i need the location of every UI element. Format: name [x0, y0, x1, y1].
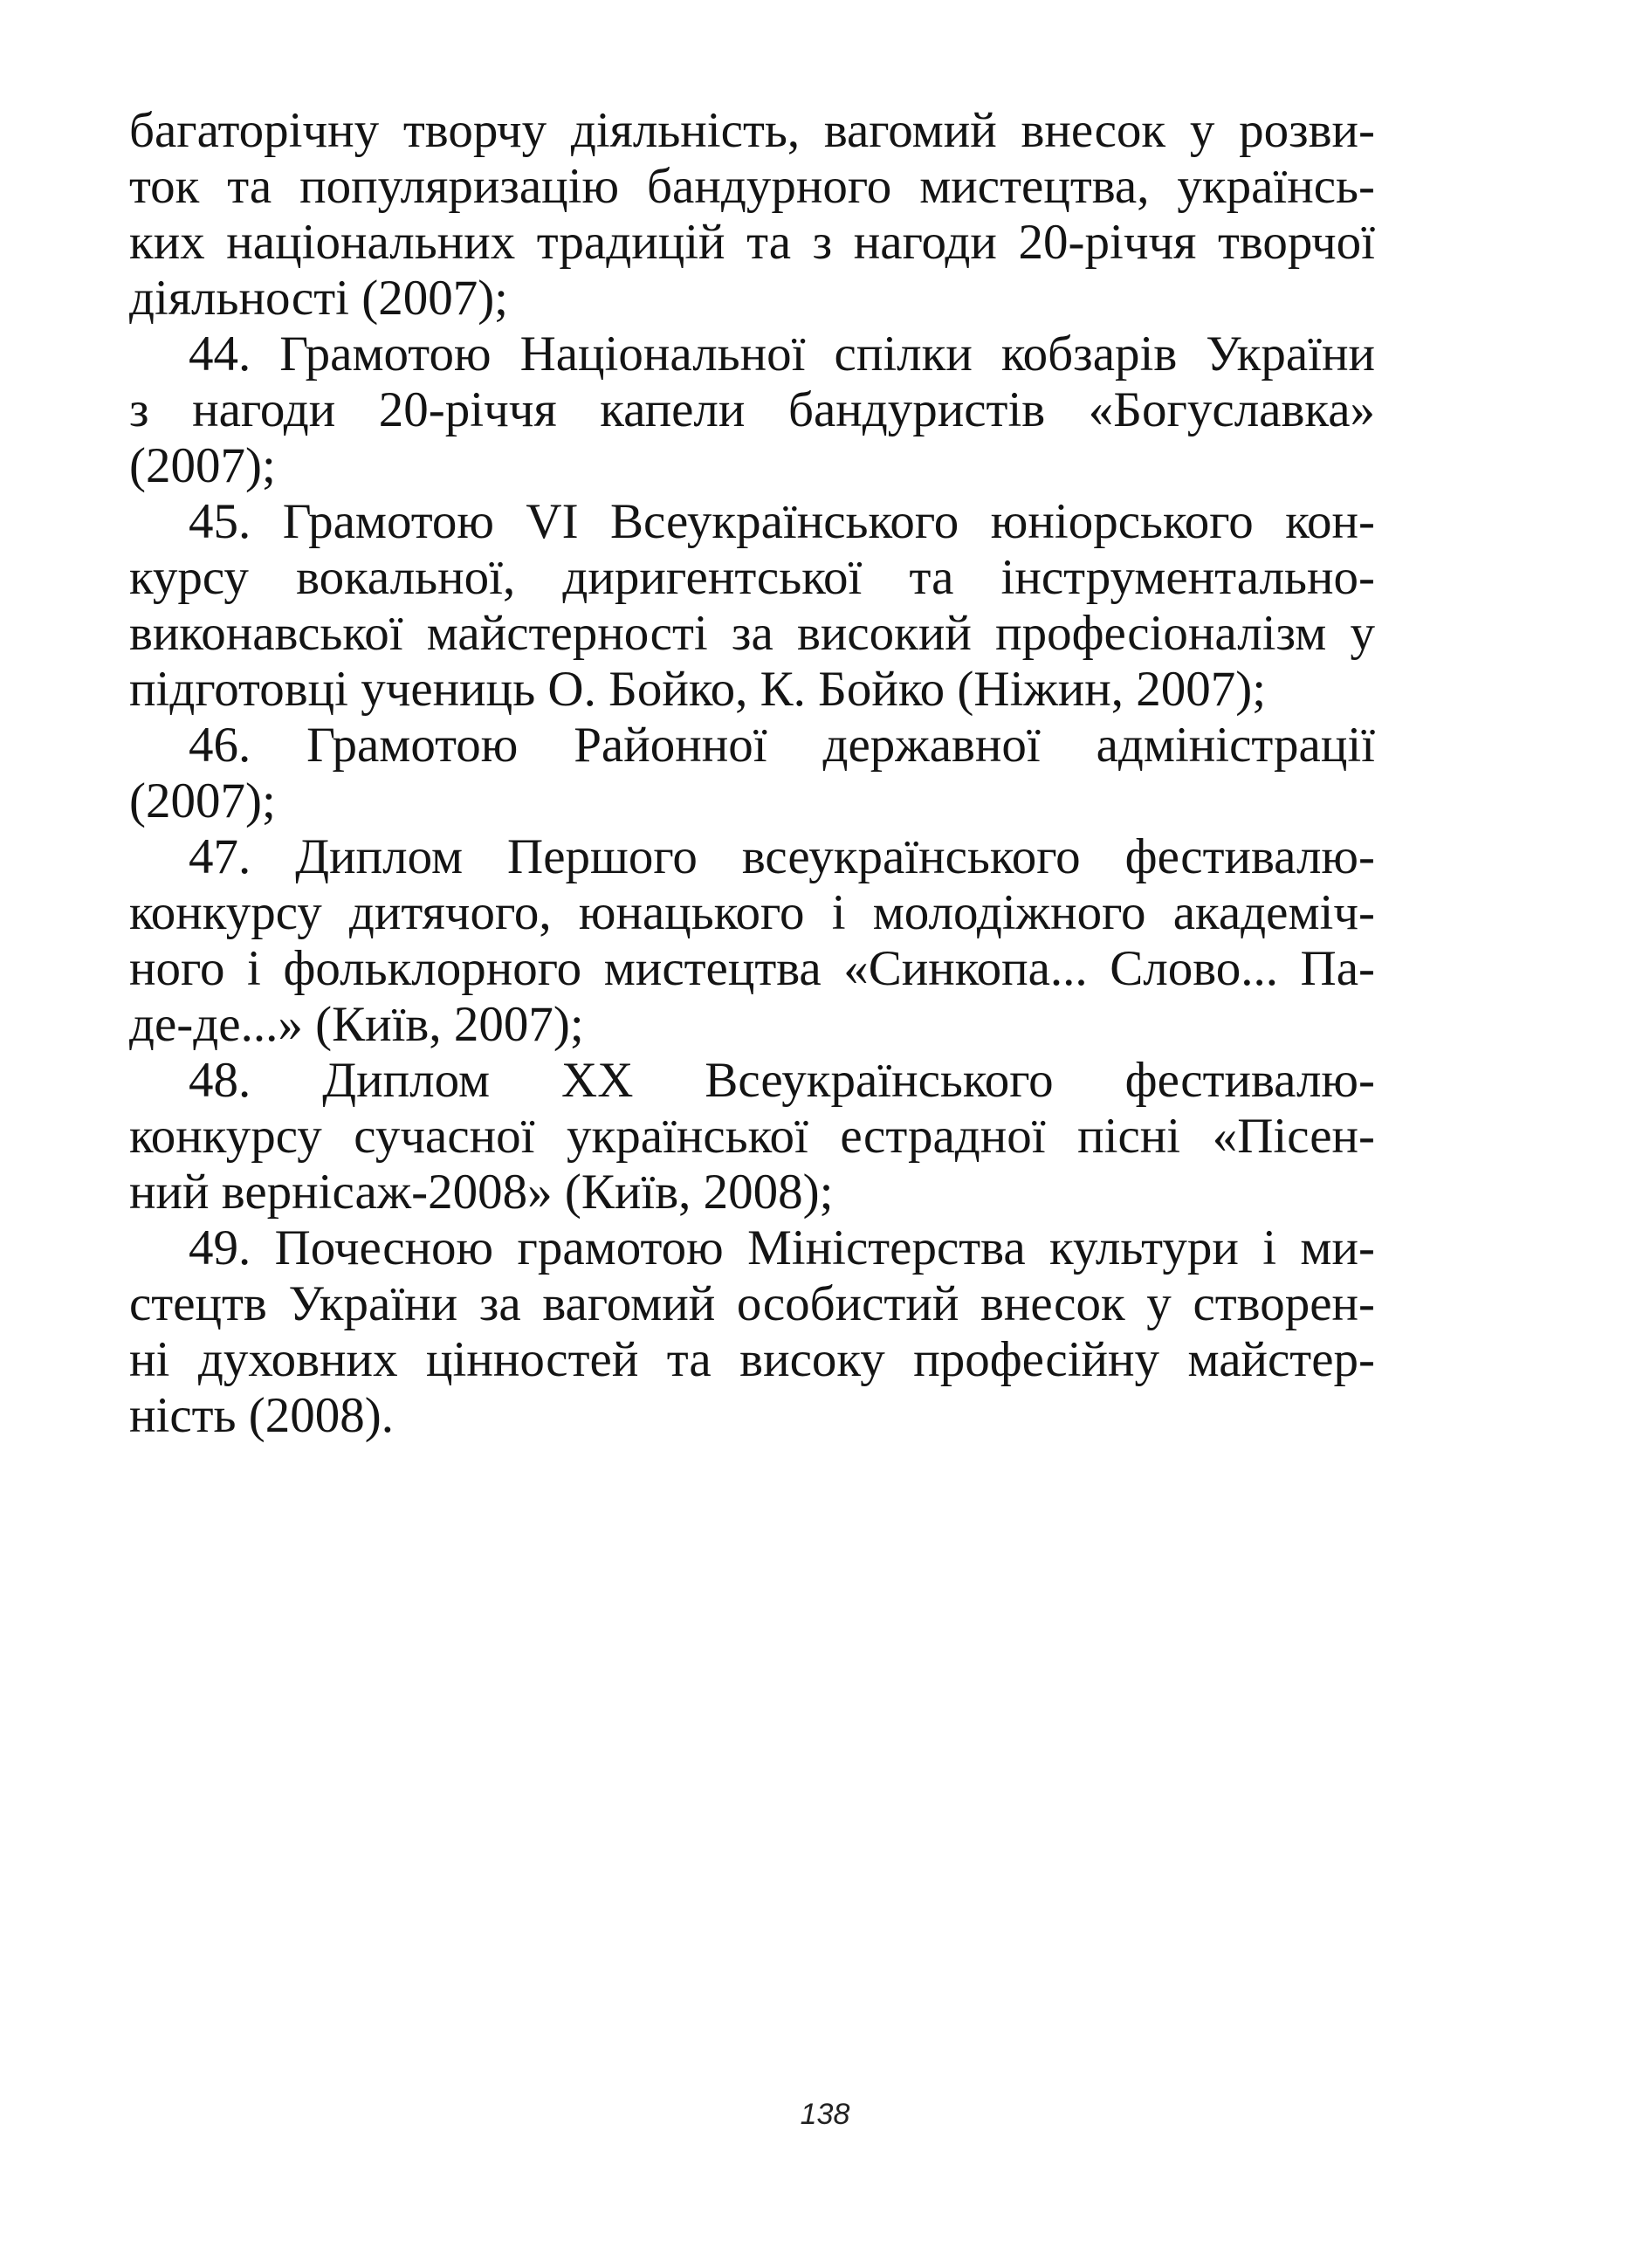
list-item-49: [129, 1220, 1375, 1444]
text-line: діяльності (2007);: [129, 271, 509, 326]
text-line: 45. Грамотою VI Всеукраїнського юніорського кон-: [189, 494, 1375, 549]
text-line: стецтв України за вагомий особистий внесок у створен-: [129, 1276, 1375, 1331]
text-line: 49. Почесною грамотою Міністерства культури і ми-: [189, 1220, 1375, 1275]
body-text: [129, 103, 1375, 1444]
text-line: багаторічну творчу діяльність, вагомий внесок у розви-: [129, 103, 1375, 158]
list-item-45: [129, 494, 1375, 718]
text-line: 46. Грамотою Районної державної адміністрації: [189, 718, 1375, 773]
text-line: ного і фольклорного мистецтва «Синкопа... Слово... Па-: [129, 941, 1375, 996]
text-line: підготовці учениць О. Бойко, К. Бойко (Ніжин, 2007);: [129, 662, 1267, 717]
text-line: де-де...» (Київ, 2007);: [129, 997, 584, 1052]
page-number: 138: [800, 2098, 850, 2131]
text-line: (2007);: [129, 438, 276, 493]
text-line: ні духовних цінностей та високу професійну майстер-: [129, 1332, 1375, 1387]
list-item-47: [129, 829, 1375, 1053]
text-line: ток та популяризацію бандурного мистецтва, українсь-: [129, 159, 1375, 214]
text-line: з нагоди 20-річчя капели бандуристів «Богуславка»: [129, 382, 1375, 437]
text-line: 47. Диплом Першого всеукраїнського фестивалю-: [189, 829, 1375, 884]
paragraph-continuation: [129, 103, 1375, 326]
text-line: ких національних традицій та з нагоди 20-річчя творчої: [129, 215, 1375, 270]
list-item-48: [129, 1053, 1375, 1220]
text-line: (2007);: [129, 773, 276, 828]
text-line: ність (2008).: [129, 1388, 395, 1443]
list-item-44: [129, 326, 1375, 494]
text-line: 48. Диплом XX Всеукраїнського фестивалю-: [189, 1053, 1375, 1108]
text-line: курсу вокальної, диригентської та інструментально-: [129, 550, 1375, 605]
text-line: конкурсу сучасної української естрадної пісні «Пісен-: [129, 1109, 1375, 1164]
list-item-46: [129, 718, 1375, 829]
text-line: 44. Грамотою Національної спілки кобзарів України: [189, 326, 1375, 381]
text-line: виконавської майстерності за високий професіоналізм у: [129, 606, 1375, 661]
text-line: ний вернісаж-2008» (Київ, 2008);: [129, 1165, 834, 1220]
text-line: конкурсу дитячого, юнацького і молодіжного академіч-: [129, 885, 1375, 940]
